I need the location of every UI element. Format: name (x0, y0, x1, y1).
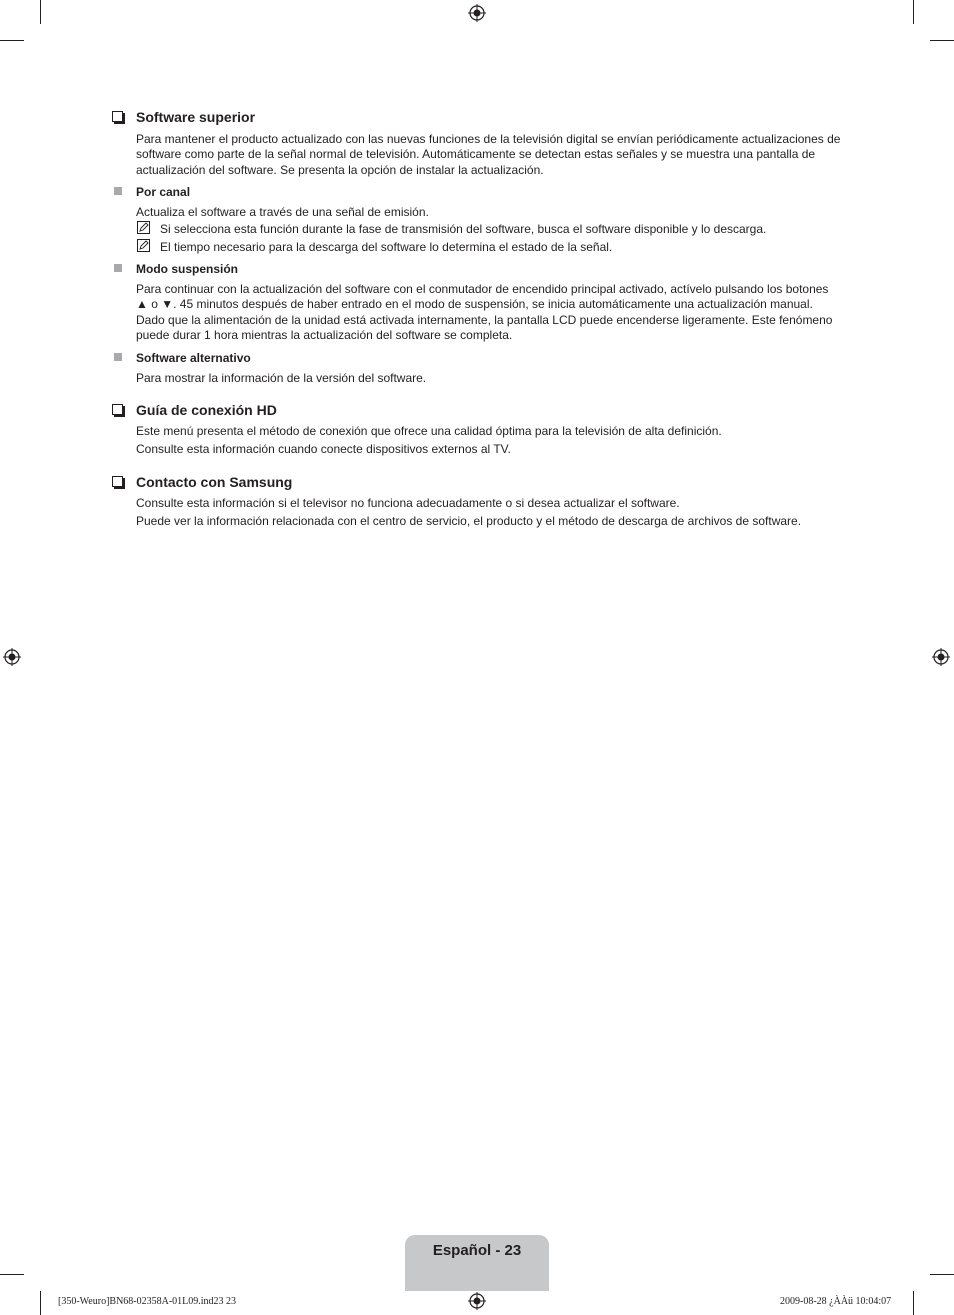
crop-mark (930, 1274, 954, 1275)
footer-file-info: [350-Weuro]BN68-02358A-01L09.ind23 23 (58, 1296, 237, 1307)
bullet-square-icon (114, 353, 122, 361)
page-number: Español - 23 (432, 1242, 522, 1259)
section-checkbox-icon (112, 404, 123, 415)
section-title-contacto-samsung: Contacto con Samsung (136, 474, 293, 490)
section-title-guia-conexion-hd: Guía de conexión HD (136, 402, 277, 418)
crop-mark (913, 0, 914, 24)
item-text: Para mostrar la información de la versión del software. (136, 371, 427, 385)
footer-timestamp: 2009-08-28 ¿ÀÀü 10:04:07 (780, 1296, 892, 1307)
registration-mark-icon (3, 648, 21, 666)
section-body: Para mantener el producto actualizado con las nuevas funciones de la televisión digital se envían periódicamente actualizaciones de software como parte de la señal normal de televisión. Automáticamente se detectan estas señales y se muestra una pantalla de actualización del software. Se presenta la opción de instalar la actualización. (136, 132, 841, 177)
note-text: El tiempo necesario para la descarga del software lo determina el estado de la señal. (160, 240, 613, 254)
note-pencil-icon (137, 239, 150, 252)
section-checkbox-icon (112, 476, 123, 487)
section-line: Consulte esta información si el televisor no funciona adecuadamente o si desea actualizar el software. (136, 496, 680, 510)
section-title-software-superior: Software superior (136, 109, 256, 125)
item-text: Actualiza el software a través de una señal de emisión. (136, 205, 429, 219)
crop-mark (40, 0, 41, 24)
bullet-square-icon (114, 264, 122, 272)
crop-mark (0, 1274, 24, 1275)
note-text: Si selecciona esta función durante la fase de transmisión del software, busca el software disponible y lo descarga. (160, 222, 767, 236)
section-checkbox-icon (112, 111, 123, 122)
crop-mark (0, 40, 24, 41)
section-line: Consulte esta información cuando conecte dispositivos externos al TV. (136, 442, 511, 456)
item-title-software-alternativo: Software alternativo (136, 351, 251, 365)
item-text: Para continuar con la actualización del software con el conmutador de encendido principal activado, actívelo pulsando los botones ▲ o ▼. 45 minutos después de haber entrado en el modo de suspensión, se inicia automáticamente una actualización manual. Dado que la alimentación de la unidad está activada internamente, la pantalla LCD puede encenderse ligeramente. Este fenómeno puede durar 1 hora mientras la actualización del software se completa. (136, 282, 833, 342)
section-line: Este menú presenta el método de conexión que ofrece una calidad óptima para la televisión de alta definición. (136, 424, 722, 438)
registration-mark-icon (468, 4, 486, 22)
crop-mark (40, 1291, 41, 1315)
crop-mark (913, 1291, 914, 1315)
registration-mark-icon (932, 648, 950, 666)
item-title-por-canal: Por canal (136, 185, 191, 199)
note-pencil-icon (137, 221, 150, 234)
bullet-square-icon (114, 187, 122, 195)
crop-mark (930, 40, 954, 41)
item-title-modo-suspension: Modo suspensión (136, 262, 238, 276)
registration-mark-icon (468, 1292, 486, 1310)
section-line: Puede ver la información relacionada con el centro de servicio, el producto y el método de descarga de archivos de software. (136, 514, 802, 528)
